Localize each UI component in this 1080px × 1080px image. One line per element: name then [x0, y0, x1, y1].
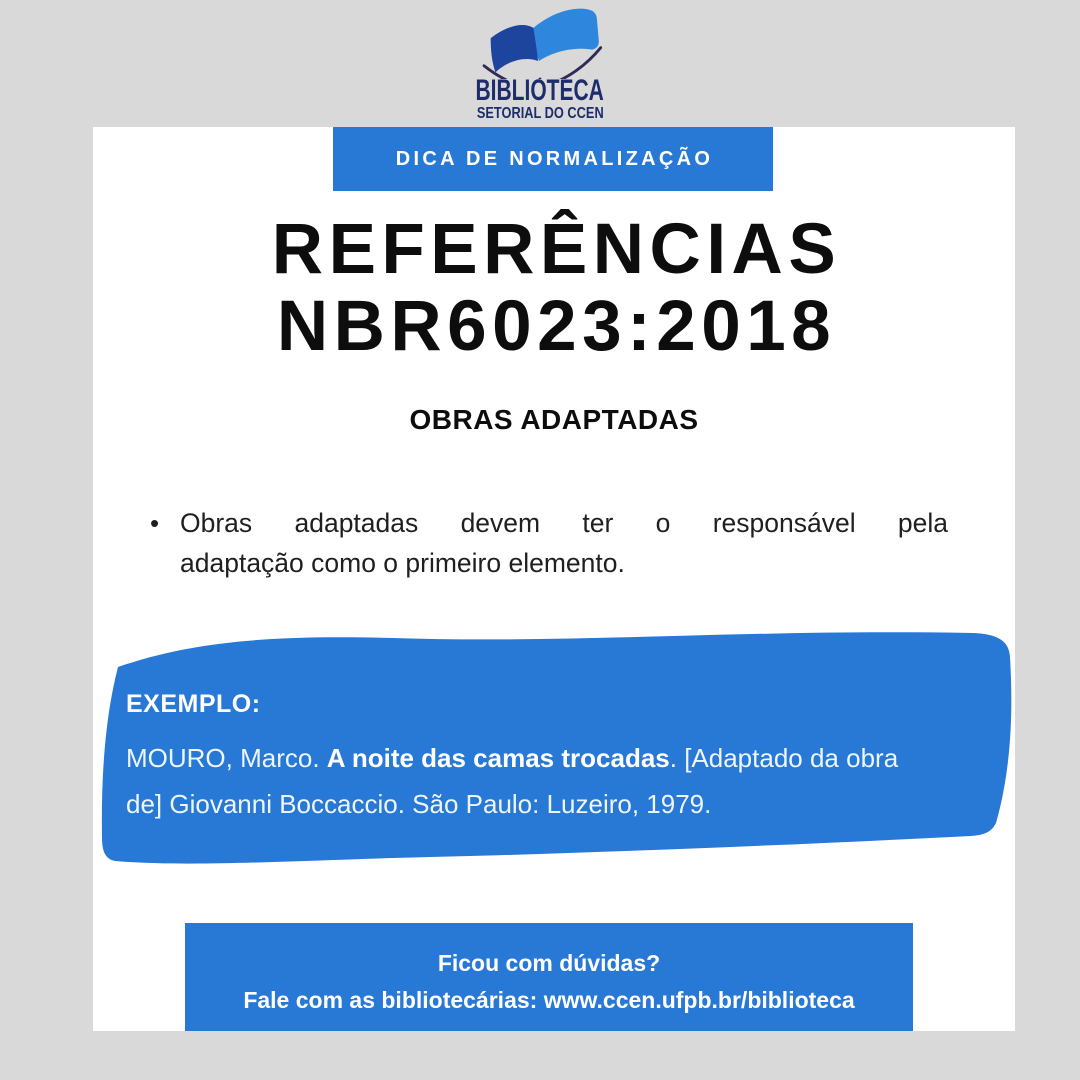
example-block	[126, 689, 982, 827]
logo-title: BIBLIOTECA	[475, 74, 605, 107]
tip-banner-label: DICA DE NORMALIZAÇÃO	[395, 147, 714, 170]
reference-author: MOURO, Marco.	[126, 743, 327, 773]
bullet-item	[150, 503, 948, 583]
bullet-dot-icon: •	[150, 508, 160, 538]
example-reference-line1	[126, 735, 982, 781]
logo-subtitle: SETORIAL DO CCEN	[476, 105, 604, 122]
section-heading: OBRAS ADAPTADAS	[409, 404, 699, 435]
bullet-text-line2: adaptação como o primeiro elemento.	[180, 548, 625, 578]
bullet-text	[180, 503, 948, 583]
open-book-icon	[474, 5, 606, 79]
page-title-line2: NBR6023:2018	[276, 287, 837, 366]
content-card	[93, 127, 1015, 1031]
tip-banner	[333, 127, 773, 191]
page-title	[93, 211, 1015, 365]
example-heading: EXEMPLO:	[126, 690, 261, 718]
reference-title-bold: A noite das camas trocadas	[326, 743, 670, 773]
footer-contact: Fale com as bibliotecárias: www.ccen.ufpb.br/biblioteca	[243, 987, 855, 1013]
footer-question: Ficou com dúvidas?	[437, 950, 661, 976]
example-reference	[126, 735, 982, 827]
footer-banner	[185, 923, 913, 1031]
library-logo	[0, 5, 1080, 123]
bullet-text-line1: Obras adaptadas devem ter o responsável pela	[180, 508, 948, 538]
reference-detail: . [Adaptado da obra	[669, 743, 899, 773]
example-reference-line2: de] Giovanni Boccaccio. São Paulo: Luzeiro, 1979.	[126, 789, 712, 819]
page-title-line1: REFERÊNCIAS	[271, 210, 842, 289]
